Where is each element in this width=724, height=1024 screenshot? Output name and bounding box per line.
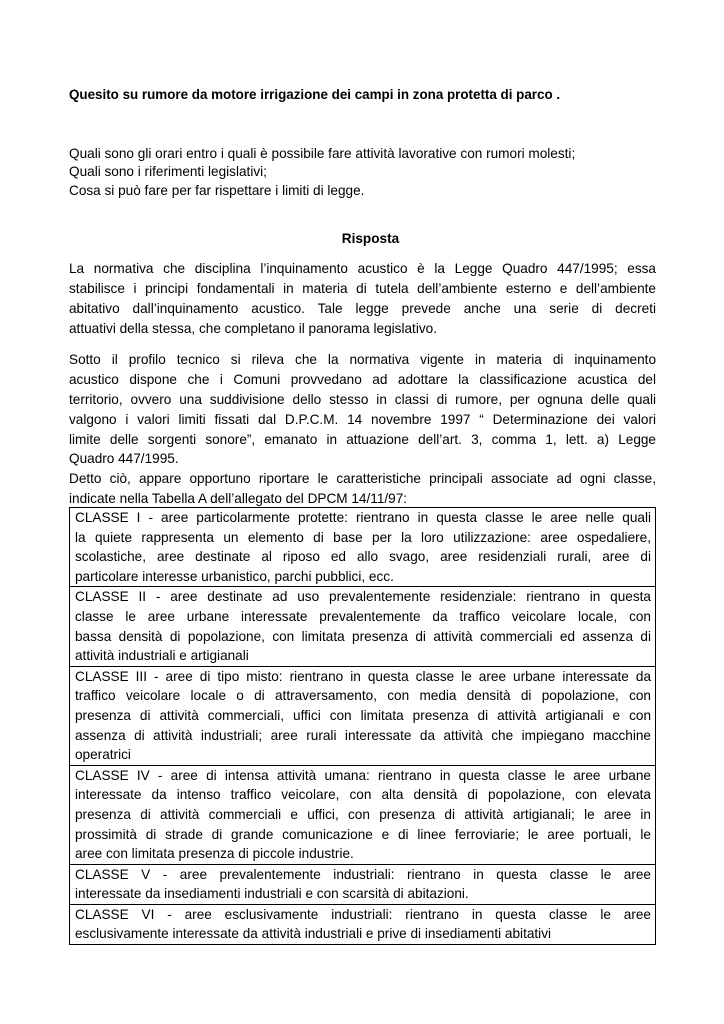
table-row-classe-ii [69,587,656,666]
answer-heading: Risposta [341,231,400,246]
table-cell-line: CLASSE V - aree prevalentemente industriali: rientrano in questa classe le aree [75,866,651,882]
classes-table [69,507,656,945]
table-cell-line: presenza di attività commerciali e uffici, con presenza di attività artigianali; le aree in [75,806,651,822]
table-cell-line: operatrici [75,747,131,763]
table-cell-line: bassa densità di popolazione, con limitata presenza di attività commerciali ed assenza di [75,628,651,644]
table-cell-line: presenza di attività commerciali, uffici con limitata presenza di attività artigianali e con [75,707,651,723]
paragraph-line: stabilisce i principi fondamentali in materia di tutela dell’ambiente esterno e dell’ambiente [69,280,656,296]
table-cell-line: CLASSE III - aree di tipo misto: rientrano in questa classe le aree urbane interessate da [75,668,651,684]
table-cell-line: CLASSE II - aree destinate ad uso prevalentemente residenziale: rientrano in questa [75,589,651,605]
table-cell-line: scolastiche, aree destinate al riposo ed allo svago, aree residenziali rurali, aree di [75,549,651,565]
paragraph-line: abitativo dall’inquinamento acustico. Tale legge prevede anche una serie di decreti [69,300,656,316]
paragraph-line: Detto ciò, appare opportuno riportare le caratteristiche principali associate ad ogni classe, [69,471,656,487]
paragraph-line: attuativi della stessa, che completano il panorama legislativo. [69,320,437,336]
document-title: Quesito su rumore da motore irrigazione dei campi in zona protetta di parco . [69,87,561,102]
table-row-classe-vi [69,905,656,945]
table-cell-line: interessate da intenso traffico veicolare, con alta densità di popolazione, con elevata [75,787,651,803]
table-row-classe-iii [69,667,656,766]
table-row-classe-i [69,507,656,587]
table-cell-line: interessate da insediamenti industriali e con scarsità di abitazioni. [75,886,469,902]
paragraph-line: La normativa che disciplina l’inquinamento acustico è la Legge Quadro 447/1995; essa [69,261,656,276]
questions-block [69,145,575,200]
paragraph-line: Sotto il profilo tecnico si rileva che la normativa vigente in materia di inquinamento [69,352,656,367]
paragraph-profilo-tecnico [69,350,656,509]
table-cell-line: prossimità di strade di grande comunicazione e di linee ferroviarie; le aree portuali, le [75,826,651,842]
paragraph-legge-quadro [69,259,656,339]
table-cell-line: attività industriali e artigianali [75,648,249,664]
table-row-classe-v [69,865,656,905]
paragraph-line: indicate nella Tabella A dell’allegato del DPCM 14/11/97: [69,491,408,507]
table-cell-line: CLASSE I - aree particolarmente protette: rientrano in questa classe le aree nelle quali [75,510,651,525]
table-cell-line: CLASSE VI - aree esclusivamente industriali: rientrano in questa classe le aree [75,906,651,922]
table-cell-line: CLASSE IV - aree di intensa attività umana: rientrano in questa classe le aree urbane [75,767,651,783]
table-cell-line: aree con limitata presenza di piccole industrie. [75,846,354,862]
paragraph-line: limite delle sorgenti sonore”, emanato in attuazione dell’art. 3, comma 1, lett. a) Legge [69,431,656,447]
table-cell-line: traffico veicolare locale o di attraversamento, con media densità di popolazione, con [75,688,651,704]
question-line: Quali sono i riferimenti legislativi; [69,164,267,180]
paragraph-line: territorio, ovvero una suddivisione dello stesso in classi di rumore, per ognuna delle quali [69,391,656,407]
table-cell-line: la quiete rappresenta un elemento di base per la loro utilizzazione: aree ospedaliere, [75,529,651,545]
paragraph-line: Quadro 447/1995. [69,451,179,467]
table-row-classe-iv [69,766,656,865]
question-line: Cosa si può fare per far rispettare i limiti di legge. [69,182,365,198]
table-cell-line: esclusivamente interessate da attività industriali e prive di insediamenti abitativi [75,926,552,942]
paragraph-line: valgono i valori limiti fissati dal D.P.C.M. 14 novembre 1997 “ Determinazione dei valori [69,411,656,427]
question-line: Quali sono gli orari entro i quali è possibile fare attività lavorative con rumori molesti; [69,146,576,161]
table-cell-line: classe le aree urbane interessate prevalentemente da traffico veicolare locale, con [75,608,651,624]
table-cell-line: assenza di attività industriali; aree rurali interessate da attività che impiegano macchine [75,727,651,743]
table-cell-line: particolare interesse urbanistico, parchi pubblici, ecc. [75,568,394,584]
paragraph-line: acustico dispone che i Comuni provvedano ad adottare la classificazione acustica del [69,371,656,387]
